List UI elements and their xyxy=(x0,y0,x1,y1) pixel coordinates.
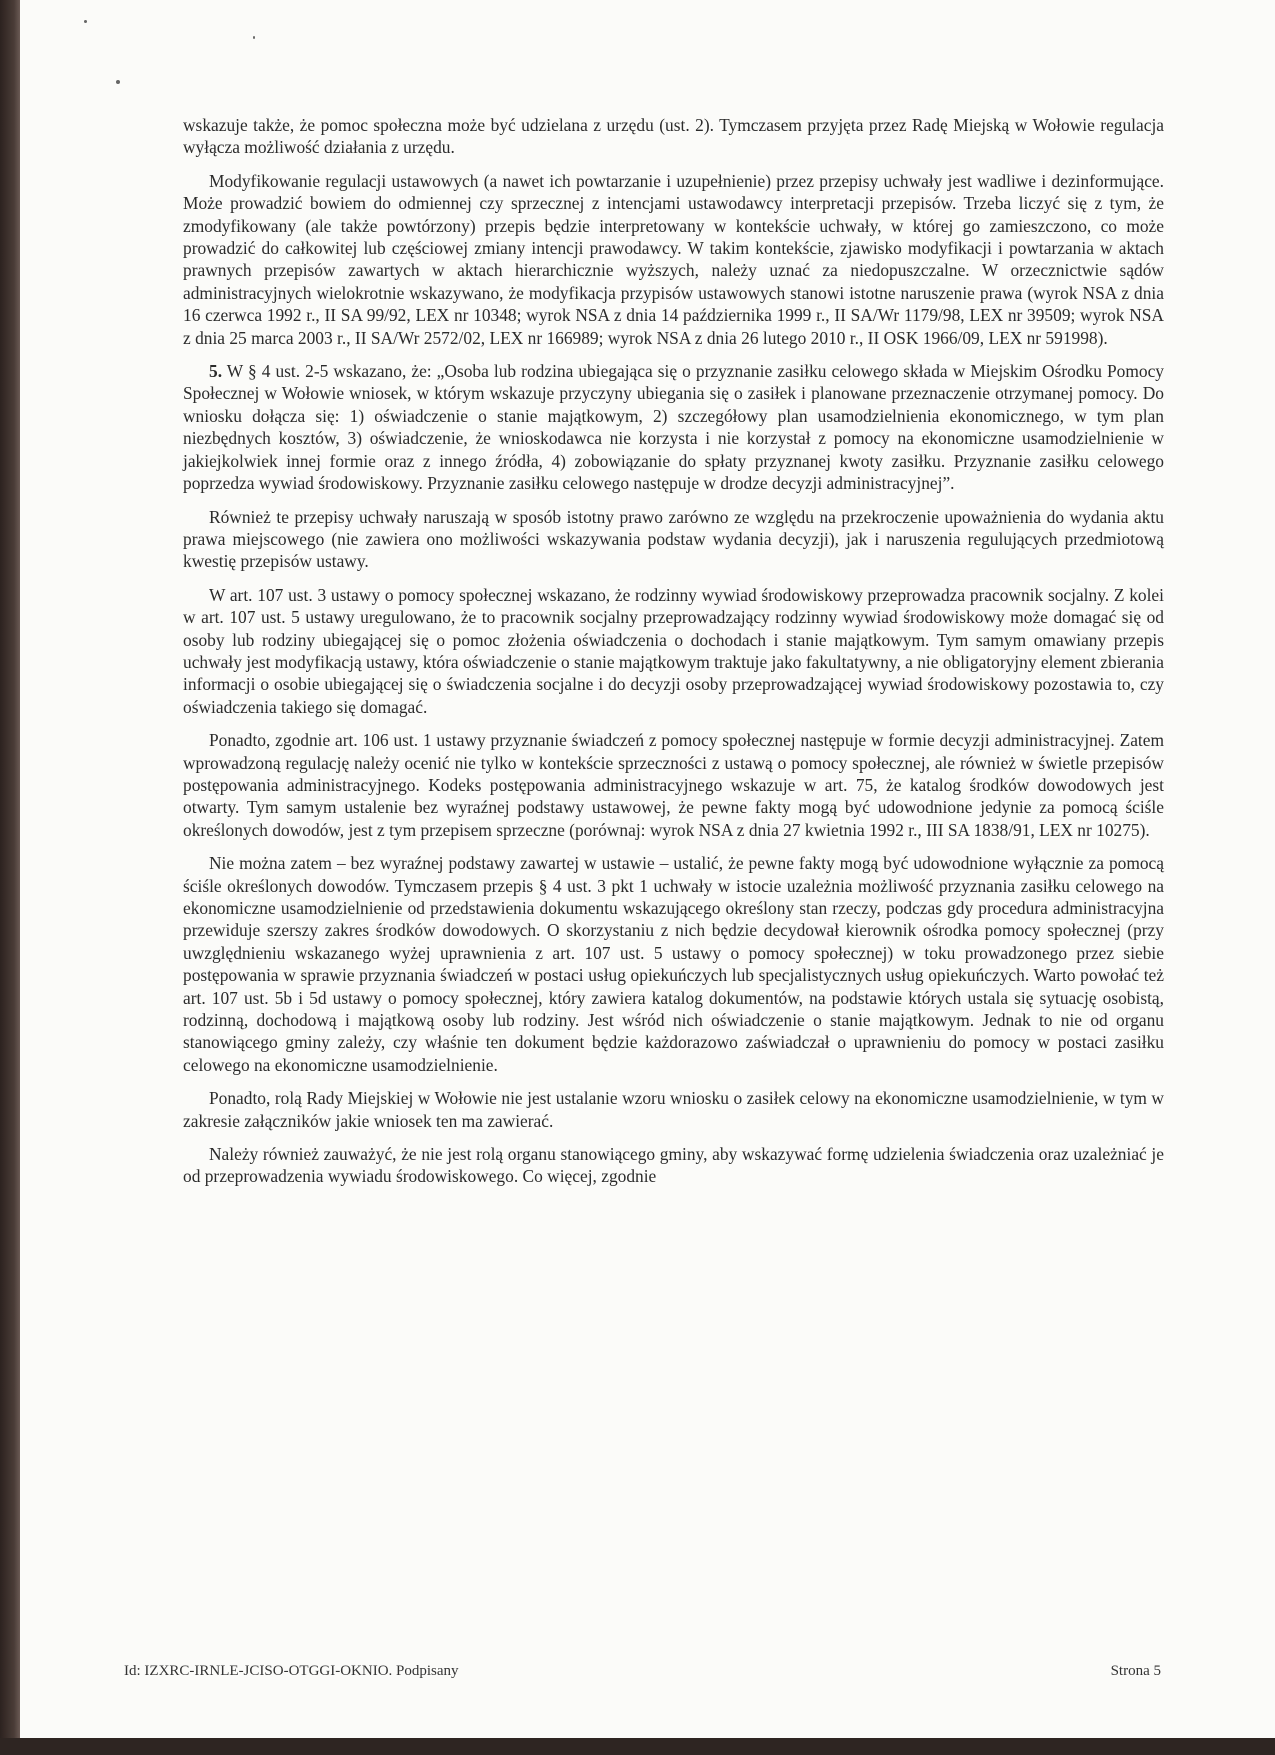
scanner-left-edge xyxy=(0,0,20,1755)
paragraph-text: W art. 107 ust. 3 ustawy o pomocy społecznej wskazano, że rodzinny wywiad środowiskowy przeprowadza pracownik socjalny. Z kolei w art. 107 ust. 5 ustawy uregulowano, że to pracownik socjalny przeprowadzający rodzinny wywiad środowiskowy może domagać się od osoby lub rodziny ubiegającej się o pomoc złożenia oświadczenia o dochodach i stanie majątkowym. Tym samym omawiany przepis uchwały jest modyfikacją ustawy, która oświadczenie o stanie majątkowym traktuje jako fakultatywny, a nie obligatoryjny element zbierania informacji o osobie ubiegającej się o świadczenia socjalne i do decyzji osoby przeprowadzającej wywiad środowiskowy pozostawia to, czy oświadczenia takiego się domagać. xyxy=(183,584,1164,717)
paragraph-text: Ponadto, rolą Rady Miejskiej w Wołowie nie jest ustalanie wzoru wniosku o zasiłek celowy na ekonomiczne usamodzielnienie, w tym w zakresie załączników jakie wniosek ten ma zawierać. xyxy=(183,1088,1164,1131)
paragraph xyxy=(183,506,1164,573)
scanner-bottom-edge xyxy=(0,1738,1275,1755)
paragraph xyxy=(183,852,1164,1076)
document-body xyxy=(183,114,1164,1199)
scan-speck xyxy=(116,80,120,84)
paragraph-number: 5. xyxy=(209,361,223,382)
paragraph-text: W § 4 ust. 2-5 wskazano, że: „Osoba lub rodzina ubiegająca się o przyznanie zasiłku celowego składa w Miejskim Ośrodku Pomocy Społecznej w Wołowie wniosek, w którym wskazuje przyczyny ubiegania się o zasiłek i planowane przeznaczenie otrzymanej pomocy. Do wniosku dołącza się: 1) oświadczenie o stanie majątkowym, 2) szczegółowy plan usamodzielnienia ekonomicznego, w tym plan niezbędnych kosztów, 3) oświadczenie, że wnioskodawca nie korzysta i nie korzystał z pomocy na ekonomiczne usamodzielnienie w jakiejkolwiek innej formie oraz z innego źródła, 4) zobowiązanie do spłaty przyznanej kwoty zasiłku. Przyznanie zasiłku celowego poprzedza wywiad środowiskowy. Przyznanie zasiłku celowego następuje w drodze decyzji administracyjnej”. xyxy=(183,361,1164,494)
paragraph xyxy=(183,729,1164,841)
scan-speck xyxy=(84,20,87,23)
paragraph xyxy=(183,1143,1164,1188)
scan-speck xyxy=(253,36,255,39)
paragraph-text: Modyfikowanie regulacji ustawowych (a nawet ich powtarzanie i uzupełnienie) przez przepisy uchwały jest wadliwe i dezinformujące. Może prowadzić bowiem do odmiennej czy sprzecznej z intencjami ustawodawcy interpretacji przepisów. Trzeba liczyć się z tym, że zmodyfikowany (ale także powtórzony) przepis będzie interpretowany w kontekście uchwały, w której go zamieszczono, co może prowadzić do całkowitej lub częściowej zmiany intencji prawodawcy. W takim kontekście, zjawisko modyfikacji i powtarzania w aktach prawnych przepisów zawartych w aktach hierarchicznie wyższych, należy uznać za niedopuszczalne. W orzecznictwie sądów administracyjnych wielokrotnie wskazywano, że modyfikacja przypisów ustawowych stanowi istotne naruszenie prawa (wyrok NSA z dnia 16 czerwca 1992 r., II SA 99/92, LEX nr 10348; wyrok NSA z dnia 14 października 1999 r., II SA/Wr 1179/98, LEX nr 39509; wyrok NSA z dnia 25 marca 2003 r., II SA/Wr 2572/02, LEX nr 166989; wyrok NSA z dnia 26 lutego 2010 r., II OSK 1966/09, LEX nr 591998). xyxy=(183,170,1164,348)
paragraph xyxy=(183,584,1164,718)
paragraph xyxy=(183,170,1164,349)
paragraph-text: Nie można zatem – bez wyraźnej podstawy zawartej w ustawie – ustalić, że pewne fakty mogą być udowodnione wyłącznie za pomocą ściśle określonych dowodów. Tymczasem przepis § 4 ust. 3 pkt 1 uchwały w istocie uzależnia możliwość przyznania zasiłku celowego na ekonomiczne usamodzielnienie od przedstawienia dokumentu wskazującego określony stan rzeczy, podczas gdy procedura administracyjna przewiduje szerszy zakres środków dowodowych. O skorzystaniu z nich będzie decydował kierownik ośrodka pomocy społecznej (przy uwzględnieniu wskazanego wyżej uprawnienia z art. 107 ust. 5 ustawy o pomocy społecznej) w toku prowadzonego przez siebie postępowania w sprawie przyznania świadczeń w postaci usług opiekuńczych lub specjalistycznych usług opiekuńczych. Warto powołać też art. 107 ust. 5b i 5d ustawy o pomocy społecznej, który zawiera katalog dokumentów, na podstawie których ustala się sytuację osobistą, rodzinną, dochodową i majątkową osoby lub rodziny. Jest wśród nich oświadczenie o stanie majątkowym. Jednak to nie od organu stanowiącego gminy zależy, czy właśnie ten dokument będzie każdorazowo zaświadczał o uprawnieniu do pomocy w postaci zasiłku celowego na ekonomiczne usamodzielnienie. xyxy=(183,853,1164,1075)
document-id: Id: IZXRC-IRNLE-JCISO-OTGGI-OKNIO. Podpisany xyxy=(124,1663,459,1679)
paragraph xyxy=(183,1087,1164,1132)
paragraph xyxy=(183,360,1164,494)
paragraph-text: Należy również zauważyć, że nie jest rolą organu stanowiącego gminy, aby wskazywać formę udzielenia świadczenia oraz uzależniać je od przeprowadzenia wywiadu środowiskowego. Co więcej, zgodnie xyxy=(183,1144,1164,1187)
paragraph-text: Ponadto, zgodnie art. 106 ust. 1 ustawy przyznanie świadczeń z pomocy społecznej następuje w formie decyzji administracyjnej. Zatem wprowadzoną regulację należy ocenić nie tylko w kontekście sprzeczności z ustawą o pomocy społecznej, ale również w świetle przepisów postępowania administracyjnego. Kodeks postępowania administracyjnego wskazuje w art. 75, że katalog środków dowodowych jest otwarty. Tym samym ustalenie bez wyraźnej podstawy ustawowej, że pewne fakty mogą być udowodnione jedynie za pomocą ściśle określonych dowodów, jest z tym przepisem sprzeczne (porównaj: wyrok NSA z dnia 27 kwietnia 1992 r., III SA 1838/91, LEX nr 10275). xyxy=(183,730,1164,840)
paragraph xyxy=(183,114,1164,159)
page-number: Strona 5 xyxy=(1110,1663,1161,1679)
paragraph-text: wskazuje także, że pomoc społeczna może być udzielana z urzędu (ust. 2). Tymczasem przyjęta przez Radę Miejską w Wołowie regulacja wyłącza możliwość działania z urzędu. xyxy=(183,115,1164,158)
paragraph-text: Również te przepisy uchwały naruszają w sposób istotny prawo zarówno ze względu na przekroczenie upoważnienia do wydania aktu prawa miejscowego (nie zawiera ono możliwości wskazywania podstaw wydania decyzji), jak i naruszenia regulujących przedmiotową kwestię przepisów ustawy. xyxy=(183,506,1164,572)
